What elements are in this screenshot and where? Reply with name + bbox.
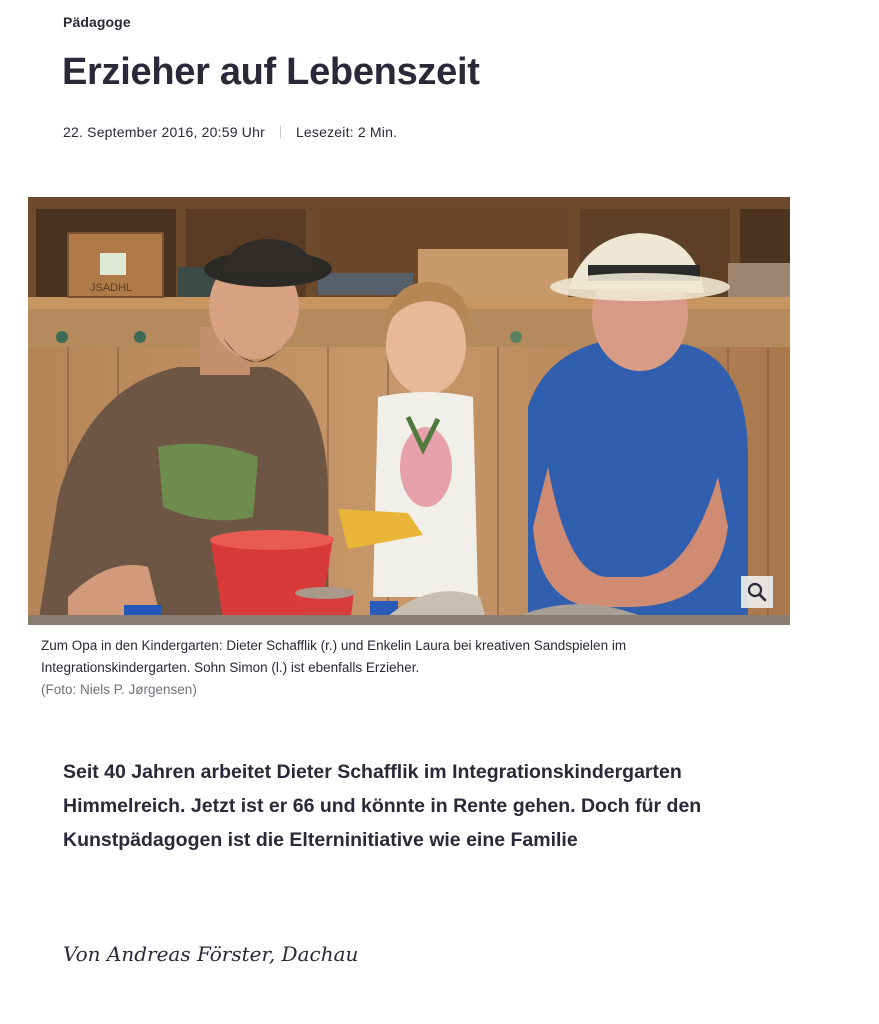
article-lead: Seit 40 Jahren arbeitet Dieter Schafflik im Integrationskindergarten Himmelreich. Jetzt ist er 66 und könnte in Rente gehen. Doch für den Kunstpädagogen ist die Elterninitiative wie eine Familie — [63, 761, 702, 851]
article-kicker: Pädagoge — [63, 14, 131, 30]
reading-time: Lesezeit: 2 Min. — [295, 124, 398, 140]
image-caption — [41, 635, 761, 701]
crate-label: JSADHL — [90, 282, 133, 294]
article-date: 22. September 2016, 20:59 Uhr — [63, 124, 265, 140]
zoom-button[interactable] — [741, 576, 773, 608]
magnifier-icon — [747, 582, 767, 602]
photo-illustration — [28, 197, 790, 625]
article-byline: Von Andreas Förster, Dachau — [63, 942, 359, 966]
photo-credit: (Foto: Niels P. Jørgensen) — [41, 682, 197, 697]
caption-text: Zum Opa in den Kindergarten: Dieter Schafflik (r.) und Enkelin Laura bei kreativen Sandspielen im Integrationskindergarten. Sohn Simon (l.) ist ebenfalls Erzieher. — [41, 638, 627, 675]
article-meta — [63, 124, 397, 140]
meta-separator — [280, 126, 281, 138]
article-headline: Erzieher auf Lebenszeit — [62, 51, 480, 93]
article-image[interactable] — [28, 197, 790, 625]
